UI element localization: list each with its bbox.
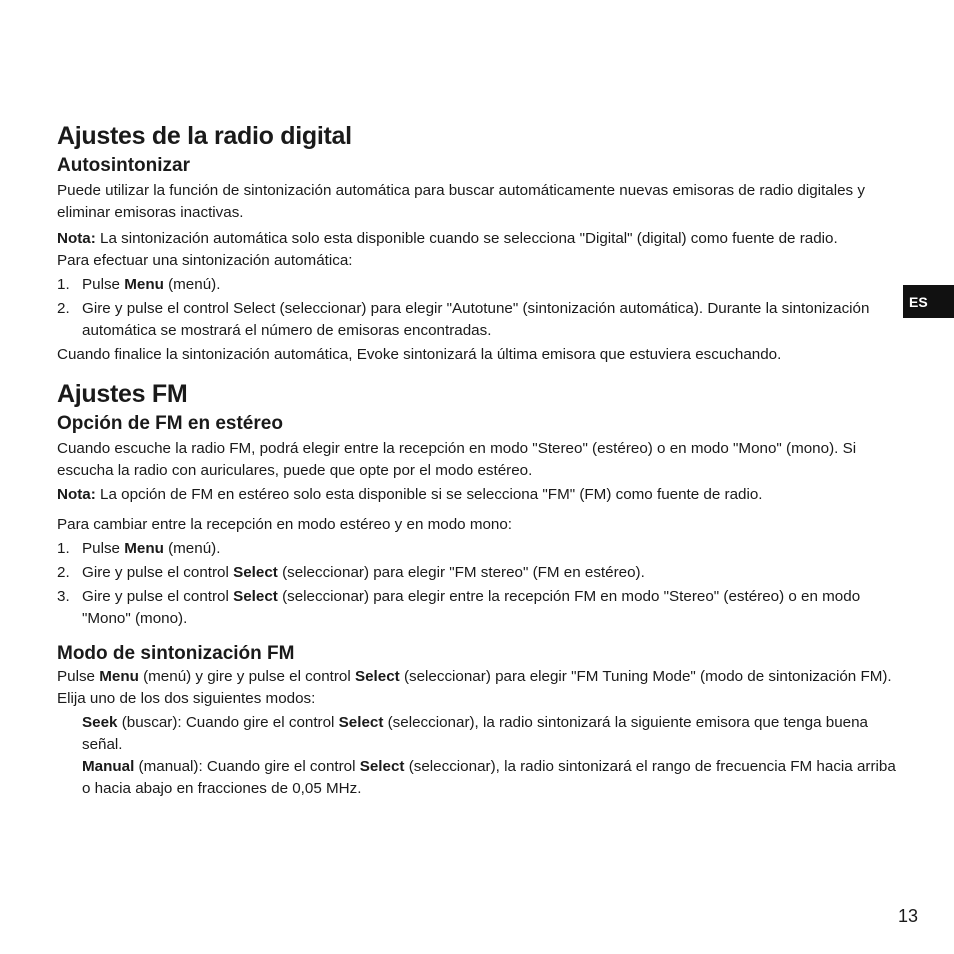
step-text: Gire y pulse el control: [82, 564, 234, 581]
autotune-result: Cuando finalice la sintonización automática, Evoke sintonizará la última emisora que estuviera escuchando.: [57, 346, 782, 363]
note-text: La sintonización automática solo esta disponible cuando se selecciona "Digital" (digital) como fuente de radio.: [95, 230, 838, 247]
manual-mode-description: [57, 756, 902, 800]
seek-mode-description: [57, 712, 902, 756]
step-bold: Select: [233, 588, 278, 605]
autotune-steps: [57, 274, 902, 342]
step-text: Pulse: [82, 276, 125, 293]
subtitle-autotune: Autosintonizar: [57, 155, 190, 176]
autotune-note: [57, 228, 902, 250]
list-item: [57, 562, 902, 584]
mode-name: Seek: [82, 714, 118, 731]
section-title-fm: Ajustes FM: [57, 380, 188, 408]
step-text: Gire y pulse el control: [82, 588, 234, 605]
step-bold: Select: [233, 564, 278, 581]
step-text: Pulse: [82, 540, 125, 557]
fm-stereo-note: [57, 484, 902, 506]
bold-text: Select: [338, 714, 384, 731]
text: (manual): Cuando gire el control: [134, 758, 360, 775]
step-bold: Menu: [124, 540, 164, 557]
bold-text: Select: [354, 668, 400, 685]
step-text: Gire y pulse el control Select (seleccionar) para elegir "Autotune" (sintonización automática). Durante la sintonización automática se mostrará el número de emisoras encontradas.: [82, 300, 870, 339]
text: (seleccionar), la radio sintonizará la siguiente emisora que tenga buena señal.: [82, 714, 869, 753]
subtitle-fm-tuning-mode: Modo de sintonización FM: [57, 643, 295, 664]
text: (buscar): Cuando gire el control: [117, 714, 339, 731]
note-label: Nota:: [57, 486, 96, 503]
section-title-digital-radio: Ajustes de la radio digital: [57, 122, 352, 150]
step-text: (menú).: [163, 276, 221, 293]
list-item: [57, 538, 902, 560]
page-content: [57, 120, 902, 800]
step-number: 2.: [57, 564, 70, 581]
fm-tuning-description: [57, 666, 902, 710]
step-number: 1.: [57, 540, 70, 557]
language-tab: ES: [903, 285, 954, 318]
text: (seleccionar), la radio sintonizará el rango de frecuencia FM hacia arriba o hacia abajo en fracciones de 0,05 MHz.: [82, 758, 896, 797]
bold-text: Menu: [99, 668, 139, 685]
step-number: 3.: [57, 588, 70, 605]
text: (menú) y gire y pulse el control: [138, 668, 355, 685]
autotune-intro: Para efectuar una sintonización automática:: [57, 252, 353, 269]
step-text: (seleccionar) para elegir entre la recepción FM en modo "Stereo" (estéreo) o en modo "Mono" (mono).: [82, 588, 861, 627]
text: Pulse: [57, 668, 100, 685]
note-label: Nota:: [57, 230, 96, 247]
list-item: [57, 298, 902, 342]
fm-stereo-description: Cuando escuche la radio FM, podrá elegir entre la recepción en modo "Stereo" (estéreo) o en modo "Mono" (mono). Si escucha la radio con auriculares, puede que opte por el modo estéreo.: [57, 440, 857, 479]
step-text: (seleccionar) para elegir "FM stereo" (FM en estéreo).: [277, 564, 645, 581]
text: (seleccionar) para elegir "FM Tuning Mode" (modo de sintonización FM). Elija uno de los dos siguientes modos:: [57, 668, 892, 707]
list-item: [57, 274, 902, 296]
fm-stereo-intro: Para cambiar entre la recepción en modo estéreo y en modo mono:: [57, 516, 513, 533]
step-bold: Menu: [124, 276, 164, 293]
step-number: 2.: [57, 300, 70, 317]
bold-text: Select: [359, 758, 405, 775]
note-text: La opción de FM en estéreo solo esta disponible si se selecciona "FM" (FM) como fuente de radio.: [95, 486, 763, 503]
step-text: (menú).: [163, 540, 221, 557]
list-item: [57, 586, 902, 630]
step-number: 1.: [57, 276, 70, 293]
fm-stereo-steps: [57, 538, 902, 630]
page-number: 13: [898, 906, 919, 926]
autotune-description: Puede utilizar la función de sintonización automática para buscar automáticamente nuevas emisoras de radio digitales y eliminar emisoras inactivas.: [57, 182, 865, 221]
subtitle-fm-stereo: Opción de FM en estéreo: [57, 413, 283, 434]
mode-name: Manual: [82, 758, 135, 775]
